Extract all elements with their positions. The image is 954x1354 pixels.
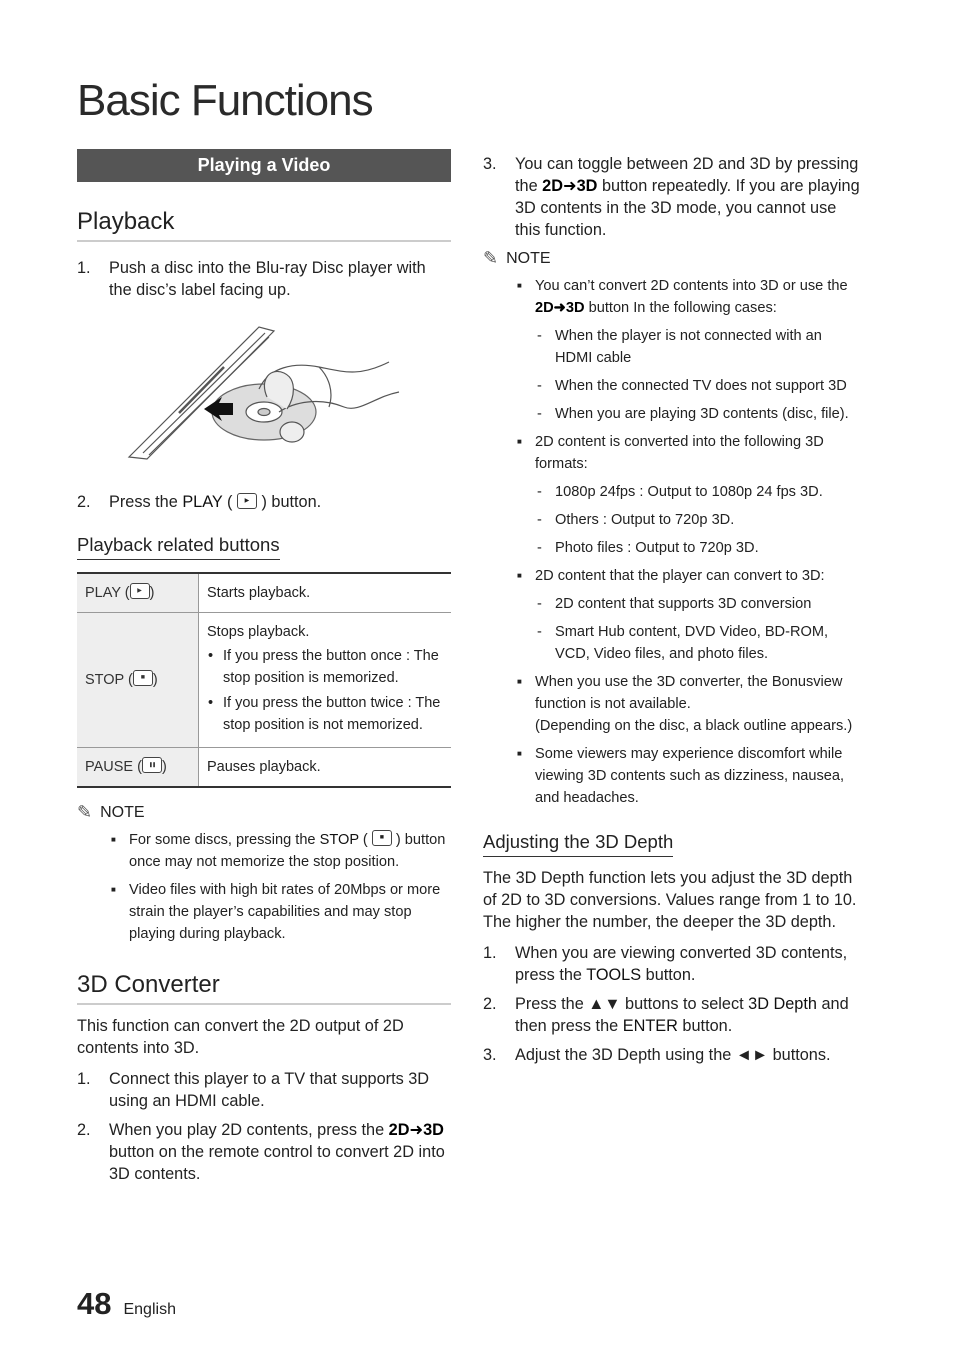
play-icon: [237, 493, 257, 509]
note-heading: ✎ NOTE: [77, 802, 145, 822]
table-row: STOP (■ ) Stops playback. • If you press the button once : The stop position is memorized. • If you press the button twice : The stop position is not memorized.: [77, 613, 451, 748]
converter-steps: [77, 1068, 451, 1185]
depth-step-2: 2. Press the ▲▼ buttons to select 3D Depth and then press the ENTER button.: [483, 995, 849, 1035]
converter-intro: This function can convert the 2D output of 2D contents into 3D.: [77, 1017, 404, 1057]
list-item: ■ 2D content that the player can convert to 3D: - 2D content that supports 3D conversion - Smart Hub content, DVD Video, BD-ROM, VCD, Video files, and photo files.: [515, 565, 861, 665]
playback-steps-2: [77, 491, 451, 513]
page-number: 48: [77, 1286, 112, 1321]
list-item: ■ 2D content is converted into the following 3D formats: - 1080p 24fps : Output to 1080p 24 fps 3D. - Others : Output to 720p 3D. - Photo files : Output to 720p 3D.: [515, 431, 861, 559]
depth-step-3: 3. Adjust the 3D Depth using the ◄► buttons.: [483, 1046, 831, 1064]
converter-step-2: 2. When you play 2D contents, press the 2D➜3D button on the remote control to convert 2D into 3D contents.: [77, 1121, 445, 1183]
note-heading: ✎ NOTE: [483, 248, 551, 268]
converter-steps-cont: [483, 153, 861, 241]
playback-steps: [77, 257, 451, 301]
list-item: ■ You can’t convert 2D contents into 3D or use the 2D➜3D button In the following cases: - When the player is not connected with an HDMI cable - When the connected TV does not support 3D - When you are playing 3D contents (disc, file).: [515, 275, 861, 425]
list-item: ■ Video files with high bit rates of 20Mbps or more strain the player’s capabilities and may stop playing during playback.: [109, 879, 451, 945]
list-item: ■ For some discs, pressing the STOP ( ■ ) button once may not memorize the stop position.: [109, 829, 451, 873]
converter-step-1: 1. Connect this player to a TV that supports 3D using an HDMI cable.: [77, 1070, 430, 1110]
play-icon: [130, 583, 150, 599]
playback-heading: Playback: [77, 208, 451, 242]
page-footer: [77, 1286, 176, 1322]
pencil-icon: ✎: [77, 802, 93, 822]
pause-icon: [142, 757, 162, 773]
table-row: PLAY (▶ ) Starts playback.: [77, 573, 451, 613]
depth-steps: [483, 942, 861, 1066]
left-column: [77, 149, 451, 1192]
list-item: ■ When you use the 3D converter, the Bonusview function is not available. (Depending on the disc, a black outline appears.): [515, 671, 861, 737]
playback-step-2: 2. Press the PLAY ( ▶ ) button.: [77, 491, 451, 513]
converter-step-3: 3. You can toggle between 2D and 3D by pressing the 2D➜3D button repeatedly. If you are playing 3D contents in the 3D mode, you cannot use this function.: [483, 155, 860, 239]
note-list: [483, 275, 861, 809]
page-language: English: [123, 1301, 176, 1318]
stop-icon: [133, 670, 153, 686]
depth-step-1: 1. When you are viewing converted 3D contents, press the TOOLS button.: [483, 944, 848, 984]
depth-intro: The 3D Depth function lets you adjust the 3D depth of 2D to 3D conversions. Values range from 1 to 10. The higher the number, the deeper the 3D depth.: [483, 869, 857, 931]
related-buttons-heading: Playback related buttons: [77, 534, 280, 560]
converter-heading: 3D Converter: [77, 971, 451, 1005]
disc-insert-illustration: [119, 317, 409, 477]
stop-icon: [372, 830, 392, 846]
section-bar: Playing a Video: [77, 149, 451, 182]
page-title: Basic Functions: [77, 76, 373, 125]
pencil-icon: ✎: [483, 248, 499, 268]
depth-heading: Adjusting the 3D Depth: [483, 831, 673, 857]
playback-buttons-table: [77, 572, 451, 788]
right-column: [483, 153, 861, 1073]
playback-step-1: 1. Push a disc into the Blu-ray Disc player with the disc’s label facing up.: [77, 259, 426, 299]
note-list: [77, 829, 451, 945]
table-row: PAUSE (❚❚ ) Pauses playback.: [77, 748, 451, 788]
list-item: ■ Some viewers may experience discomfort while viewing 3D contents such as dizziness, nausea, and headaches.: [515, 743, 861, 809]
